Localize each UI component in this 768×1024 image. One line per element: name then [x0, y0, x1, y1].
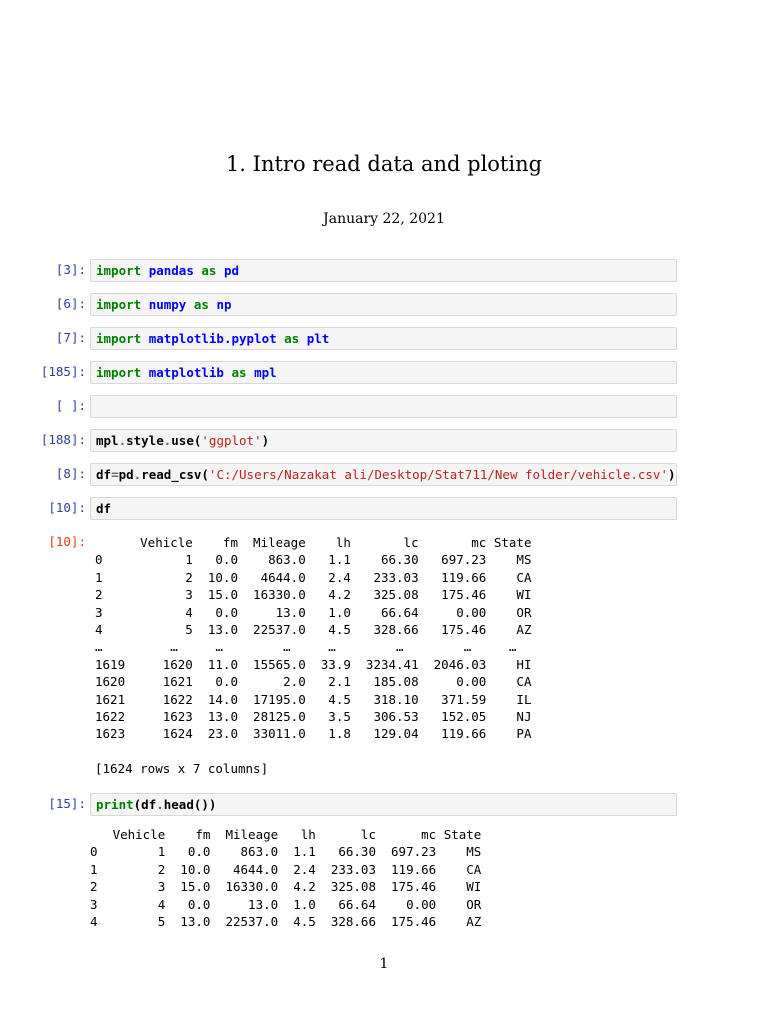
code-token: 'C:/Users/Nazakat ali/Desktop/Stat711/New folder/vehicle.csv' [208, 467, 668, 482]
code-token [186, 297, 194, 312]
code-cell-3 [0, 259, 768, 283]
cell-prompt: [8]: [55, 466, 86, 481]
code-token: = [111, 467, 119, 482]
code-cell-6 [0, 293, 768, 317]
code-token: ) [261, 433, 270, 448]
code-token: ) [668, 467, 676, 482]
cell-prompt: [3]: [55, 262, 86, 277]
code-token: . [156, 797, 164, 812]
code-token [216, 263, 224, 278]
code-token: print [96, 797, 134, 812]
output-prompt: [10]: [48, 534, 86, 549]
code-token: . [133, 467, 142, 482]
code-token [141, 297, 149, 312]
code-token: as [284, 331, 300, 346]
code-token: np [216, 297, 232, 312]
code-token [141, 331, 149, 346]
code-token: import [96, 263, 142, 278]
code-token: pd [118, 467, 134, 482]
code-cell-7 [0, 327, 768, 351]
cell-prompt: [15]: [48, 796, 86, 811]
cell-prompt: [185]: [40, 364, 86, 379]
cell-prompt: [188]: [40, 432, 86, 447]
code-token: df [96, 501, 112, 516]
code-input[interactable] [90, 293, 677, 316]
code-token: . [118, 433, 127, 448]
code-token: read_csv( [141, 467, 209, 482]
code-token: use( [171, 433, 202, 448]
code-token: mpl [254, 365, 277, 380]
code-input[interactable] [90, 793, 677, 816]
cell-prompt: [10]: [48, 500, 86, 515]
code-input[interactable] [90, 395, 677, 418]
code-cell-empty [0, 395, 768, 419]
code-token: as [201, 263, 217, 278]
code-token [247, 365, 255, 380]
code-token: style [126, 433, 164, 448]
code-input[interactable] [90, 361, 677, 384]
cell-prompt: [ ]: [55, 398, 86, 413]
cell-prompt: [7]: [55, 330, 86, 345]
page-number: 1 [379, 956, 389, 972]
code-cell-188 [0, 429, 768, 453]
code-input[interactable] [90, 259, 677, 282]
document-date: January 22, 2021 [323, 211, 445, 227]
code-cell-10 [0, 497, 768, 521]
code-input[interactable] [90, 429, 677, 452]
code-token: (df [133, 797, 157, 812]
code-input[interactable] [90, 463, 677, 486]
code-token: import [96, 297, 142, 312]
code-token: import [96, 365, 142, 380]
print-output: Vehicle fm Mileage lh lc mc State 0 1 0.0 863.0 1.1 66.30 697.23 MS 1 2 10.0 4644.0 2.4 233.03 119.66 CA 2 3 15.0 16330.0 4.2 325.08 175.46 WI 3 4 0.0 13.0 1.0 66.64 0.00 OR 4 5 13.0 22537.0 4.5 328.66 175.46 AZ [90, 827, 482, 930]
code-token: mpl [96, 433, 119, 448]
code-token: pandas [148, 263, 194, 278]
code-input[interactable] [90, 327, 677, 350]
code-token: import [96, 331, 142, 346]
code-token: numpy [148, 297, 187, 312]
code-cell-8 [0, 463, 768, 487]
code-token: as [231, 365, 247, 380]
code-token: pd [223, 263, 240, 278]
document-title: 1. Intro read data and ploting [225, 152, 543, 176]
code-token: plt [306, 331, 330, 346]
code-token: . [163, 433, 172, 448]
code-cell-15 [0, 793, 768, 817]
cell-prompt: [6]: [55, 296, 86, 311]
code-input[interactable] [90, 497, 677, 520]
code-token: as [193, 297, 209, 312]
code-cell-185 [0, 361, 768, 385]
code-token: matplotlib [148, 365, 224, 380]
code-token: df [96, 467, 112, 482]
code-token [141, 365, 149, 380]
code-token: head()) [163, 797, 217, 812]
code-token [299, 331, 307, 346]
code-token: matplotlib.pyplot [148, 331, 277, 346]
code-token: 'ggplot' [201, 433, 262, 448]
dataframe-output: Vehicle fm Mileage lh lc mc State 0 1 0.0 863.0 1.1 66.30 697.23 MS 1 2 10.0 4644.0 2.4 233.03 119.66 CA 2 3 15.0 16330.0 4.2 325.08 175.46 WI 3 4 0.0 13.0 1.0 66.64 0.00 OR 4 5 13.0 22537.0 4.5 328.66 175.46 AZ … … … … … … … … 1619 1620 11.0 15565.0 33.9 3234.41 2046.03 HI 1620 1621 0.0 2.0 2.1 185.08 0.00 CA 1621 1622 14.0 17195.0 4.5 318.10 371.59 IL 1622 1623 13.0 28125.0 3.5 306.53 152.05 NJ 1623 1624 23.0 33011.0 1.8 129.04 119.66 PA [1624 rows x 7 columns] [95, 535, 532, 777]
code-token [141, 263, 149, 278]
